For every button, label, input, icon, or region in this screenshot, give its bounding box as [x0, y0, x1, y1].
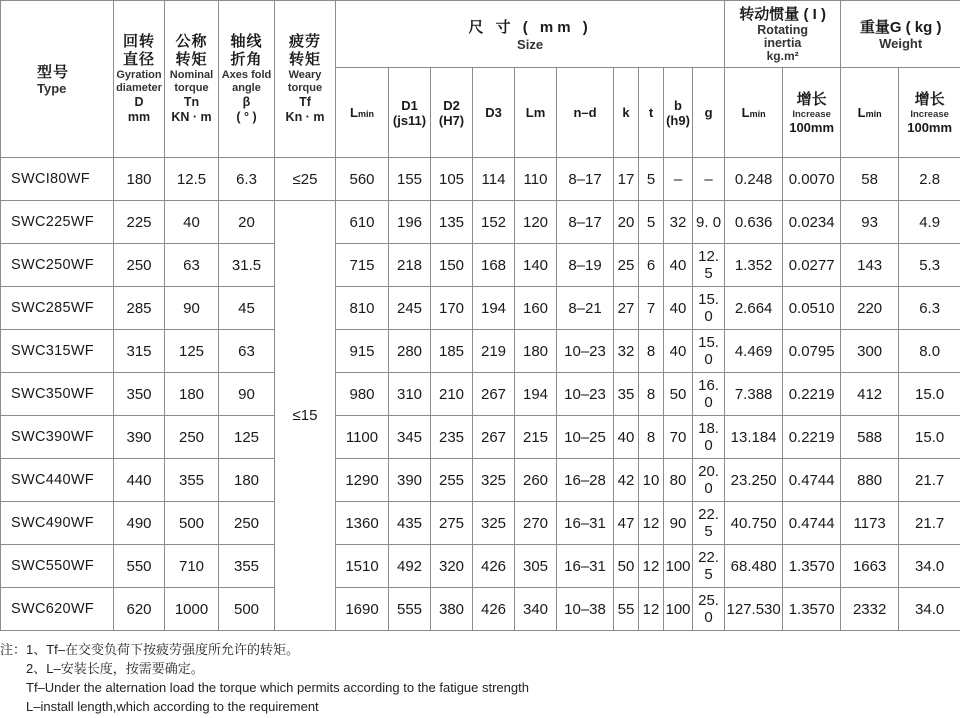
cell-D3: 152 — [473, 201, 515, 244]
cell-L: 610 — [336, 201, 389, 244]
cell-model: SWC250WF — [1, 244, 114, 287]
note-4: L–install length,which according to the requirement — [26, 699, 319, 714]
table-row — [1, 588, 960, 631]
inertia-zh: 转动惯量 ( I ) — [739, 5, 826, 23]
cell-D2: 255 — [431, 459, 473, 502]
cell-Tf: ≤25 — [275, 158, 336, 201]
cell-t: 7 — [639, 287, 664, 330]
size-header — [336, 1, 725, 68]
cell-I_L: 7.388 — [725, 373, 783, 416]
cell-model: SWC225WF — [1, 201, 114, 244]
cell-Lm: 270 — [515, 502, 557, 545]
table-row — [1, 244, 960, 287]
cell-b: 40 — [664, 330, 693, 373]
lmin-sub: min — [357, 108, 374, 119]
cell-D: 440 — [114, 459, 165, 502]
cell-k: 40 — [614, 416, 639, 459]
cell-g: 9. 0 — [693, 201, 725, 244]
cell-L: 1690 — [336, 588, 389, 631]
cell-I_inc: 0.0070 — [783, 158, 841, 201]
lm-label: Lm — [525, 104, 546, 120]
cell-L: 1290 — [336, 459, 389, 502]
cell-beta: 90 — [219, 373, 275, 416]
cell-t: 5 — [639, 158, 664, 201]
weary-en2: torque — [287, 82, 323, 94]
cell-nd: 16–31 — [557, 545, 614, 588]
cell-G_L: 143 — [841, 244, 899, 287]
cell-b: 100 — [664, 588, 693, 631]
cell-G_inc: 34.0 — [899, 588, 960, 631]
cell-D1: 196 — [389, 201, 431, 244]
nominal-header — [165, 1, 219, 158]
inertia-lmin-label: L — [741, 104, 750, 120]
cell-G_L: 300 — [841, 330, 899, 373]
cell-t: 8 — [639, 330, 664, 373]
table-row — [1, 201, 960, 244]
cell-D2: 320 — [431, 545, 473, 588]
cell-beta: 63 — [219, 330, 275, 373]
weary-zh1: 疲劳 — [288, 33, 321, 50]
k-header — [614, 68, 639, 158]
cell-t: 8 — [639, 373, 664, 416]
weight-inc-en: Increase — [910, 108, 949, 120]
cell-Lm: 110 — [515, 158, 557, 201]
cell-D1: 155 — [389, 158, 431, 201]
cell-I_inc: 0.4744 — [783, 502, 841, 545]
cell-t: 5 — [639, 201, 664, 244]
cell-D: 180 — [114, 158, 165, 201]
nominal-zh1: 公称 — [175, 33, 208, 50]
table-row — [1, 330, 960, 373]
b-header — [664, 68, 693, 158]
cell-beta: 125 — [219, 416, 275, 459]
cell-D: 285 — [114, 287, 165, 330]
cell-beta: 250 — [219, 502, 275, 545]
note-1: 注：1、Tf–在交变负荷下按疲劳强度所允许的转矩。 — [0, 642, 300, 657]
cell-Tn: 1000 — [165, 588, 219, 631]
cell-b: 50 — [664, 373, 693, 416]
cell-D3: 168 — [473, 244, 515, 287]
cell-I_inc: 0.0795 — [783, 330, 841, 373]
cell-k: 27 — [614, 287, 639, 330]
cell-model: SWC350WF — [1, 373, 114, 416]
cell-Lm: 194 — [515, 373, 557, 416]
cell-I_L: 13.184 — [725, 416, 783, 459]
cell-D1: 492 — [389, 545, 431, 588]
table-row — [1, 287, 960, 330]
cell-D: 315 — [114, 330, 165, 373]
cell-g: – — [693, 158, 725, 201]
cell-t: 6 — [639, 244, 664, 287]
cell-D1: 218 — [389, 244, 431, 287]
cell-D2: 135 — [431, 201, 473, 244]
weary-zh2: 转矩 — [288, 51, 321, 68]
cell-nd: 10–38 — [557, 588, 614, 631]
weight-zh: 重量G ( kg ) — [859, 18, 942, 36]
cell-D3: 267 — [473, 416, 515, 459]
table-row — [1, 545, 960, 588]
g-header — [693, 68, 725, 158]
b-label: b — [674, 97, 682, 113]
cell-I_inc: 1.3570 — [783, 545, 841, 588]
cell-k: 25 — [614, 244, 639, 287]
cell-D: 390 — [114, 416, 165, 459]
notes — [0, 640, 960, 716]
lm-header — [515, 68, 557, 158]
cell-g: 15. 0 — [693, 330, 725, 373]
d1-header — [389, 68, 431, 158]
cell-I_L: 23.250 — [725, 459, 783, 502]
cell-b: 32 — [664, 201, 693, 244]
cell-Lm: 305 — [515, 545, 557, 588]
cell-g: 15. 0 — [693, 287, 725, 330]
header-row-1 — [1, 1, 960, 68]
cell-beta: 6.3 — [219, 158, 275, 201]
cell-I_inc: 0.4744 — [783, 459, 841, 502]
k-label: k — [622, 104, 630, 120]
cell-Lm: 180 — [515, 330, 557, 373]
cell-k: 42 — [614, 459, 639, 502]
cell-G_inc: 34.0 — [899, 545, 960, 588]
weary-unit: Kn · m — [285, 110, 325, 124]
cell-G_inc: 21.7 — [899, 459, 960, 502]
gyration-en2: diameter — [116, 82, 162, 94]
cell-D1: 435 — [389, 502, 431, 545]
cell-G_inc: 15.0 — [899, 416, 960, 459]
lmin-label: L — [350, 104, 358, 120]
cell-b: – — [664, 158, 693, 201]
weight-en: Weight — [879, 35, 923, 51]
cell-I_L: 40.750 — [725, 502, 783, 545]
cell-Tn: 710 — [165, 545, 219, 588]
cell-b: 70 — [664, 416, 693, 459]
cell-D2: 275 — [431, 502, 473, 545]
cell-D1: 345 — [389, 416, 431, 459]
d3-header — [473, 68, 515, 158]
cell-Lm: 140 — [515, 244, 557, 287]
cell-G_inc: 2.8 — [899, 158, 960, 201]
nominal-zh2: 转矩 — [175, 51, 208, 68]
cell-D1: 555 — [389, 588, 431, 631]
weight-lmin-label: L — [857, 104, 866, 120]
cell-k: 17 — [614, 158, 639, 201]
cell-nd: 10–23 — [557, 330, 614, 373]
cell-beta: 180 — [219, 459, 275, 502]
cell-nd: 8–17 — [557, 158, 614, 201]
axes-unit: ( ° ) — [236, 110, 257, 124]
g-label: g — [704, 104, 713, 120]
cell-D3: 325 — [473, 459, 515, 502]
gyration-zh2: 直径 — [122, 51, 155, 68]
cell-I_L: 127.530 — [725, 588, 783, 631]
axes-en1: Axes fold — [221, 69, 272, 81]
cell-D: 490 — [114, 502, 165, 545]
axes-en2: angle — [232, 82, 261, 94]
table-row — [1, 459, 960, 502]
cell-D2: 150 — [431, 244, 473, 287]
cell-Lm: 260 — [515, 459, 557, 502]
nominal-en2: torque — [174, 82, 209, 94]
cell-G_inc: 15.0 — [899, 373, 960, 416]
cell-L: 980 — [336, 373, 389, 416]
d1-label: D1 — [401, 97, 418, 113]
cell-k: 35 — [614, 373, 639, 416]
cell-nd: 8–21 — [557, 287, 614, 330]
cell-G_inc: 8.0 — [899, 330, 960, 373]
gyration-zh1: 回转 — [122, 33, 155, 50]
weight-header — [841, 1, 960, 68]
cell-D2: 380 — [431, 588, 473, 631]
cell-G_inc: 5.3 — [899, 244, 960, 287]
table-row — [1, 502, 960, 545]
cell-model: SWC285WF — [1, 287, 114, 330]
inertia-inc-unit: 100mm — [789, 119, 835, 135]
type-zh: 型号 — [37, 63, 70, 81]
cell-D1: 245 — [389, 287, 431, 330]
cell-G_L: 93 — [841, 201, 899, 244]
cell-nd: 10–25 — [557, 416, 614, 459]
cell-D3: 267 — [473, 373, 515, 416]
cell-G_L: 220 — [841, 287, 899, 330]
type-en: Type — [37, 80, 67, 96]
cell-t: 12 — [639, 588, 664, 631]
nd-header — [557, 68, 614, 158]
cell-k: 20 — [614, 201, 639, 244]
gyration-header — [114, 1, 165, 158]
cell-L: 560 — [336, 158, 389, 201]
cell-D: 620 — [114, 588, 165, 631]
cell-beta: 500 — [219, 588, 275, 631]
cell-b: 80 — [664, 459, 693, 502]
cell-D: 250 — [114, 244, 165, 287]
cell-L: 715 — [336, 244, 389, 287]
cell-D3: 325 — [473, 502, 515, 545]
cell-L: 810 — [336, 287, 389, 330]
cell-G_inc: 4.9 — [899, 201, 960, 244]
inertia-en1: Rotating — [757, 22, 808, 37]
cell-Lm: 215 — [515, 416, 557, 459]
cell-nd: 10–23 — [557, 373, 614, 416]
table-row — [1, 158, 960, 201]
cell-beta: 355 — [219, 545, 275, 588]
cell-g: 22. 5 — [693, 502, 725, 545]
cell-beta: 31.5 — [219, 244, 275, 287]
weary-sym: Tf — [299, 95, 311, 109]
t-label: t — [648, 104, 654, 120]
cell-D3: 114 — [473, 158, 515, 201]
type-header — [1, 1, 114, 158]
cell-L: 1100 — [336, 416, 389, 459]
cell-I_inc: 1.3570 — [783, 588, 841, 631]
d2-header — [431, 68, 473, 158]
cell-beta: 45 — [219, 287, 275, 330]
cell-b: 90 — [664, 502, 693, 545]
d1-sub: (js11) — [392, 112, 427, 128]
cell-Tn: 40 — [165, 201, 219, 244]
d2-label: D2 — [443, 97, 460, 113]
cell-b: 40 — [664, 244, 693, 287]
cell-Lm: 340 — [515, 588, 557, 631]
cell-I_inc: 0.2219 — [783, 373, 841, 416]
cell-L: 1510 — [336, 545, 389, 588]
nominal-unit: KN · m — [171, 110, 212, 124]
cell-D2: 170 — [431, 287, 473, 330]
cell-Tf-merged: ≤15 — [275, 201, 336, 631]
cell-k: 32 — [614, 330, 639, 373]
cell-b: 100 — [664, 545, 693, 588]
size-zh: 尺 寸 ( mm ) — [468, 19, 592, 36]
axes-header — [219, 1, 275, 158]
inertia-inc-header — [783, 68, 841, 158]
cell-t: 12 — [639, 502, 664, 545]
cell-G_L: 2332 — [841, 588, 899, 631]
cell-nd: 16–31 — [557, 502, 614, 545]
note-3: Tf–Under the alternation load the torque which permits according to the fatigue strength — [26, 680, 529, 695]
cell-t: 12 — [639, 545, 664, 588]
cell-L: 915 — [336, 330, 389, 373]
cell-D3: 194 — [473, 287, 515, 330]
cell-I_L: 0.636 — [725, 201, 783, 244]
cell-D2: 185 — [431, 330, 473, 373]
inertia-en2: inertia — [763, 35, 802, 50]
cell-D2: 235 — [431, 416, 473, 459]
cell-k: 55 — [614, 588, 639, 631]
cell-D1: 280 — [389, 330, 431, 373]
table-body — [1, 158, 960, 631]
cell-model: SWC620WF — [1, 588, 114, 631]
weary-header — [275, 1, 336, 158]
cell-Lm: 160 — [515, 287, 557, 330]
cell-g: 22. 5 — [693, 545, 725, 588]
cell-I_inc: 0.2219 — [783, 416, 841, 459]
d3-label: D3 — [485, 104, 502, 120]
cell-model: SWC315WF — [1, 330, 114, 373]
cell-I_L: 0.248 — [725, 158, 783, 201]
t-header — [639, 68, 664, 158]
cell-G_inc: 6.3 — [899, 287, 960, 330]
cell-beta: 20 — [219, 201, 275, 244]
cell-D2: 105 — [431, 158, 473, 201]
cell-Tn: 500 — [165, 502, 219, 545]
cell-D3: 426 — [473, 588, 515, 631]
cell-model: SWC390WF — [1, 416, 114, 459]
lmin-header — [336, 68, 389, 158]
cell-D: 550 — [114, 545, 165, 588]
cell-t: 10 — [639, 459, 664, 502]
cell-I_inc: 0.0234 — [783, 201, 841, 244]
cell-model: SWC550WF — [1, 545, 114, 588]
cell-g: 25. 0 — [693, 588, 725, 631]
cell-D2: 210 — [431, 373, 473, 416]
inertia-header — [725, 1, 841, 68]
gyration-en1: Gyration — [116, 69, 162, 81]
cell-D: 350 — [114, 373, 165, 416]
cell-D1: 390 — [389, 459, 431, 502]
nominal-en1: Nominal — [169, 69, 214, 81]
cell-Tn: 125 — [165, 330, 219, 373]
cell-G_L: 588 — [841, 416, 899, 459]
table-row — [1, 373, 960, 416]
weight-inc-header — [899, 68, 960, 158]
cell-model: SWCI80WF — [1, 158, 114, 201]
cell-G_L: 412 — [841, 373, 899, 416]
b-sub: (h9) — [666, 112, 690, 128]
inertia-inc-en: Increase — [792, 108, 831, 120]
cell-g: 16. 0 — [693, 373, 725, 416]
inertia-unit: kg.m² — [766, 48, 799, 63]
cell-L: 1360 — [336, 502, 389, 545]
weight-inc-unit: 100mm — [907, 119, 953, 135]
cell-nd: 8–17 — [557, 201, 614, 244]
nominal-sym: Tn — [183, 95, 200, 109]
cell-D1: 310 — [389, 373, 431, 416]
inertia-lmin-sub: min — [749, 108, 766, 119]
weight-lmin-sub: min — [865, 108, 882, 119]
cell-nd: 16–28 — [557, 459, 614, 502]
cell-D3: 219 — [473, 330, 515, 373]
axes-zh1: 轴线 — [230, 33, 263, 50]
cell-I_L: 1.352 — [725, 244, 783, 287]
axes-zh2: 折角 — [230, 51, 263, 68]
cell-Tn: 90 — [165, 287, 219, 330]
cell-model: SWC490WF — [1, 502, 114, 545]
inertia-inc-zh: 增长 — [796, 90, 827, 108]
cell-I_L: 4.469 — [725, 330, 783, 373]
gyration-unit: mm — [127, 110, 151, 124]
cell-I_L: 68.480 — [725, 545, 783, 588]
weary-en1: Weary — [288, 69, 322, 81]
cell-model: SWC440WF — [1, 459, 114, 502]
cell-G_L: 1663 — [841, 545, 899, 588]
cell-k: 47 — [614, 502, 639, 545]
cell-g: 12. 5 — [693, 244, 725, 287]
cell-D: 225 — [114, 201, 165, 244]
cell-Tn: 63 — [165, 244, 219, 287]
cell-g: 20. 0 — [693, 459, 725, 502]
inertia-lmin-header — [725, 68, 783, 158]
weight-lmin-header — [841, 68, 899, 158]
cell-g: 18. 0 — [693, 416, 725, 459]
cell-t: 8 — [639, 416, 664, 459]
nd-label: n–d — [573, 104, 597, 120]
cell-k: 50 — [614, 545, 639, 588]
cell-I_inc: 0.0510 — [783, 287, 841, 330]
weight-inc-zh: 增长 — [914, 90, 945, 108]
cell-nd: 8–19 — [557, 244, 614, 287]
note-2: 2、L–安装长度，按需要确定。 — [26, 661, 204, 676]
cell-G_L: 58 — [841, 158, 899, 201]
cell-Lm: 120 — [515, 201, 557, 244]
cell-G_L: 1173 — [841, 502, 899, 545]
cell-D3: 426 — [473, 545, 515, 588]
size-en: Size — [517, 37, 544, 52]
cell-Tn: 250 — [165, 416, 219, 459]
cell-Tn: 180 — [165, 373, 219, 416]
cell-I_inc: 0.0277 — [783, 244, 841, 287]
cell-b: 40 — [664, 287, 693, 330]
cell-Tn: 355 — [165, 459, 219, 502]
cell-I_L: 2.664 — [725, 287, 783, 330]
cell-G_inc: 21.7 — [899, 502, 960, 545]
cell-Tn: 12.5 — [165, 158, 219, 201]
table-row — [1, 416, 960, 459]
d2-sub: (H7) — [438, 112, 465, 128]
gyration-sym: D — [134, 95, 144, 109]
cell-G_L: 880 — [841, 459, 899, 502]
axes-sym: β — [242, 95, 251, 109]
